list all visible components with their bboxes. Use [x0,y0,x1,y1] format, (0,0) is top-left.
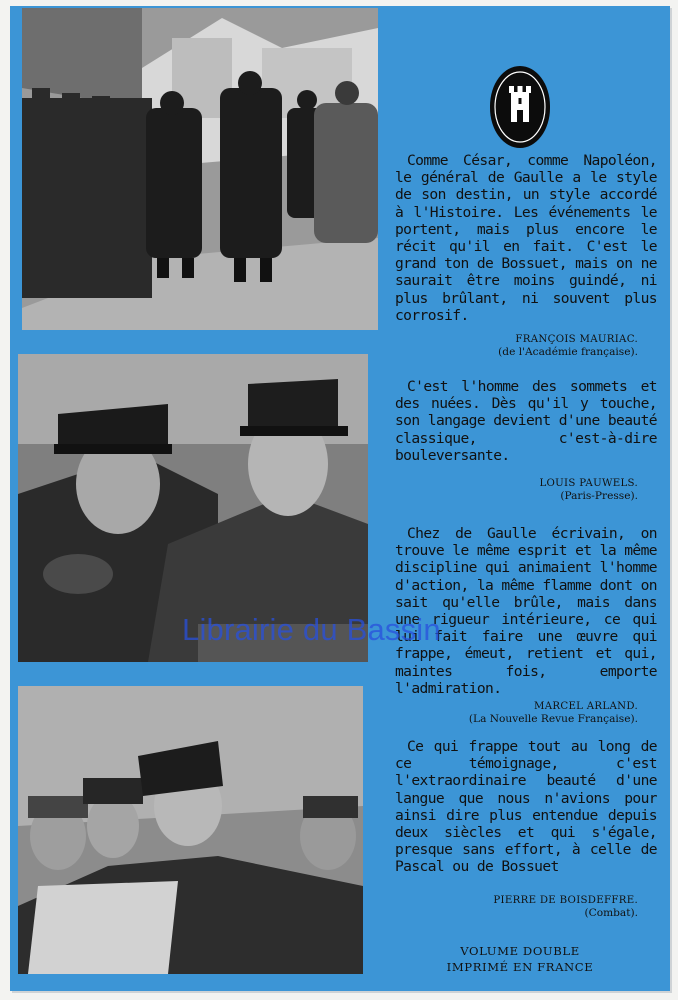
author-source: (de l'Académie française). [498,346,638,358]
author-name: PIERRE DE BOISDEFFRE. [493,895,638,906]
author-source: (Combat). [584,907,638,919]
seller-watermark: Librairie du Bassin [182,612,441,647]
attribution-arland [469,700,638,726]
quote-arland: Chez de Gaulle écrivain, on trouve le même esprit et la même discipline qui animaient l'homme d'action, la même flamme dont on sait qu'elle brûle, mais dans une rigueur intérieure, ce qui lui fait faire une œuvre qui frappe, émeut, retient et qui, maintes fois, emporte l'admiration. [395,525,657,697]
attribution-pauwels [539,477,638,503]
quote-boisdeffre: Ce qui frappe tout au long de ce témoignage, c'est l'extraordinaire beauté d'une langue que nous n'avions pour ainsi dire plus entendue depuis deux siècles et qui s'égale, presque sans effort, à celle de Pascal ou de Bossuet [395,738,657,876]
author-name: FRANÇOIS MAURIAC. [515,334,638,345]
author-name: MARCEL ARLAND. [533,701,638,712]
livre-de-poche-logo [490,66,550,148]
attribution-mauriac [498,333,638,359]
volume-double-label: VOLUME DOUBLE [460,944,580,958]
quote-pauwels: C'est l'homme des sommets et des nuées. Dès qu'il y touche, son langage devient d'une beauté classique, c'est-à-dire bouleversante. [395,378,657,464]
author-source: (Paris-Presse). [560,490,638,502]
printed-in-france-label: IMPRIMÉ EN FRANCE [446,960,594,974]
quote-mauriac: Comme César, comme Napoléon, le général de Gaulle a le style de son destin, un style accordé à l'Histoire. Les événements le portent, mais plus encore le récit qu'il en fait. C'est le grand ton de Bossuet, mais on ne saurait être moins guindé, ni plus brûlant, ni souvent plus corrosif. [395,152,657,324]
attribution-boisdeffre [493,894,638,920]
author-source: (La Nouvelle Revue Française). [468,713,638,725]
tower-icon [490,66,550,148]
author-name: LOUIS PAUWELS. [539,478,638,489]
book-back-cover [10,6,670,991]
photo-officers-reading-map [18,686,363,974]
photo-review-of-troops [22,8,378,330]
